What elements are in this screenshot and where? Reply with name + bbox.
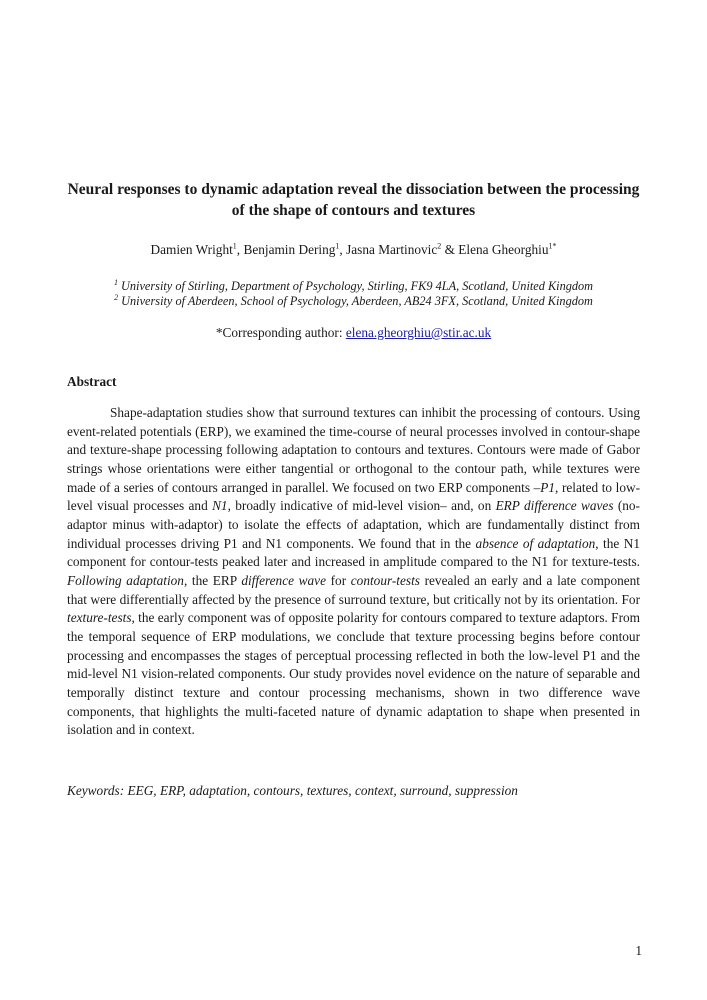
- abstract-text: , broadly indicative of mid-level vision– and, on: [227, 498, 496, 514]
- author-name: Benjamin Dering: [243, 242, 336, 257]
- author-name: Jasna Martinovic: [346, 242, 438, 257]
- abstract-text: , the early component was of opposite polarity for contours compared to texture adaptors. From the temporal sequence of ERP modulations, we conclude that texture processing begins before contour processing and encompasses the stages of perceptual processing reflected in both the low-level P1 and the mid-level N1 vision-related components. Our study provides novel evidence on the nature of separable and temporally distinct texture and contour processing mechanisms, shown in two difference wave components, that highlights the multi-faceted nature of dynamic adaptation to shape when presented in isolation and in context.: [67, 610, 640, 738]
- author-separator: &: [441, 242, 459, 257]
- abstract-body: [67, 404, 640, 740]
- author-affiliation-mark: 2: [437, 241, 442, 251]
- abstract-heading: Abstract: [67, 374, 117, 389]
- abstract-emphasis: Following adaptation: [67, 572, 184, 588]
- author-separator: ,: [236, 242, 244, 257]
- affiliation-mark: 2: [114, 292, 119, 302]
- paper-title: Neural responses to dynamic adaptation reveal the dissociation between the processing of the shape of contours and textures: [67, 181, 640, 219]
- keywords: Keywords: EEG, ERP, adaptation, contours, textures, context, surround, suppression: [67, 783, 518, 798]
- affiliation-mark: 1: [113, 277, 118, 287]
- abstract-text: revealed an early and a late component that were differentially affected by the presence of surround texture, but critically not by its orientation. For: [67, 572, 640, 607]
- abstract-emphasis: absence of adaptation: [475, 535, 596, 551]
- affiliation-1: [40, 278, 667, 294]
- abstract-text: Shape-adaptation studies show that surround textures can inhibit the processing of contours. Using event-related potentials (ERP), we examined the time-course of neural processes involved in contour-shape and texture-shape processing following adaptation to contours and textures. Contours were made of Gabor strings whose orientations were either tangential or orthogonal to the contour path, while textures were made of a series of contours arranged in parallel. We focused on two ERP components –: [67, 405, 640, 495]
- abstract-emphasis: texture-tests: [67, 610, 132, 626]
- author-affiliation-mark: 1: [335, 241, 340, 251]
- abstract-text: (no-adaptor minus with-adaptor) to isolate the effects of adaptation, which are fundamentally distinct from individual processes driving P1 and N1 components. We found that in the: [67, 498, 640, 551]
- author-name: Damien Wright: [150, 242, 233, 257]
- affiliation-text: University of Stirling, Department of Psychology, Stirling, FK9 4LA, Scotland, United Kingdom: [121, 279, 594, 293]
- abstract-emphasis: P1: [540, 479, 556, 495]
- author-separator: ,: [339, 242, 347, 257]
- affiliation-text: University of Aberdeen, School of Psychology, Aberdeen, AB24 3FX, Scotland, United Kingdom: [121, 294, 593, 308]
- page-number: 1: [635, 943, 642, 958]
- abstract-emphasis: contour-tests: [350, 572, 420, 588]
- abstract-text: , the ERP: [183, 572, 242, 588]
- affiliation-2: [40, 293, 667, 309]
- author-list: [40, 241, 667, 259]
- abstract-emphasis: N1: [212, 498, 228, 514]
- corresponding-label: *Corresponding author:: [215, 325, 346, 340]
- author-affiliation-mark: 1*: [548, 241, 557, 251]
- corresponding-author: [40, 324, 667, 342]
- author-affiliation-mark: 1: [232, 241, 237, 251]
- abstract-emphasis: difference wave: [241, 572, 326, 588]
- abstract-text: for: [325, 572, 351, 588]
- abstract-text: , related to low-level visual processes and: [67, 479, 641, 514]
- abstract-emphasis: ERP difference waves: [495, 498, 614, 514]
- author-name: Elena Gheorghiu: [458, 242, 549, 257]
- abstract-text: , the N1 component for contour-tests peaked later and increased in amplitude compared to the N1 for texture-tests.: [67, 535, 640, 570]
- corresponding-email-link[interactable]: elena.gheorghiu@stir.ac.uk: [345, 325, 492, 340]
